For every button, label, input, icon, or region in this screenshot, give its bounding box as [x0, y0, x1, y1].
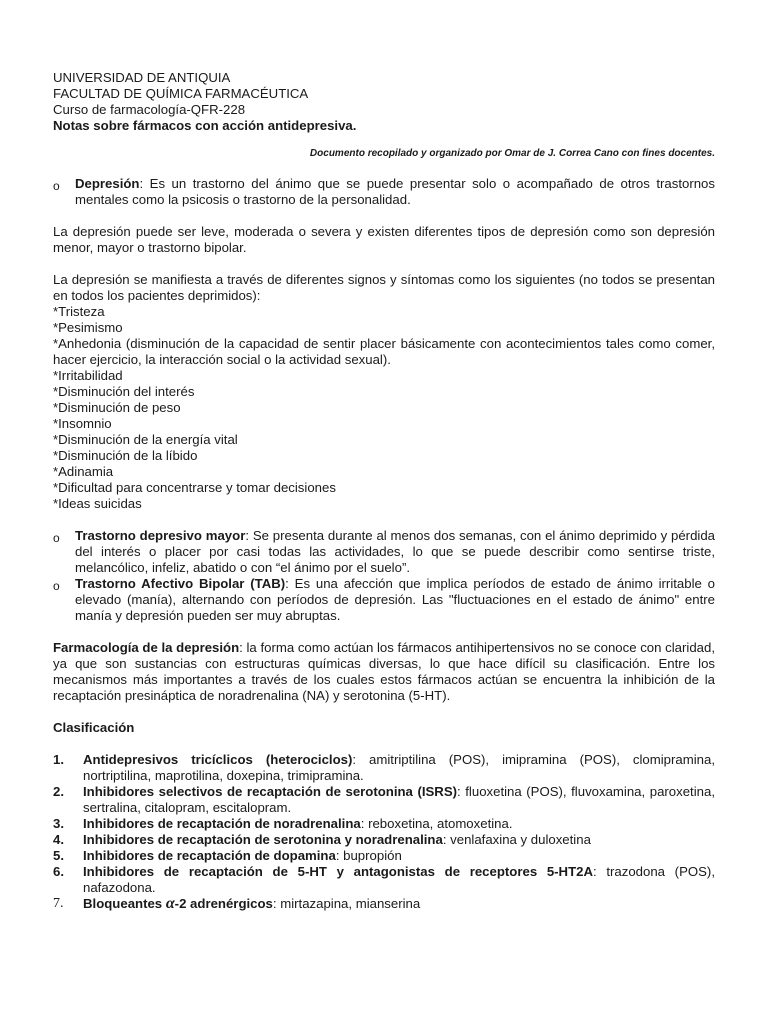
classification-item: [53, 752, 715, 784]
symptom-item: *Disminución del interés: [53, 384, 195, 399]
disorder-term: Trastorno depresivo mayor: [75, 528, 246, 543]
symptom-item: *Disminución de la líbido: [53, 448, 198, 463]
symptom-item: *Ideas suicidas: [53, 496, 142, 511]
item-term: Antidepresivos tricíclicos (heterociclos): [83, 752, 353, 767]
item-text: : reboxetina, atomoxetina.: [360, 816, 513, 831]
classification-item: [53, 848, 715, 864]
item-term: Inhibidores de recaptación de 5-HT y antagonistas de receptores 5-HT2A: [83, 864, 593, 879]
symptom-item: *Dificultad para concentrarse y tomar decisiones: [53, 480, 336, 495]
definition-term: Depresión: [75, 176, 140, 191]
pharmacology-text: : la forma como actúan los fármacos antihipertensivos no se conoce con claridad, ya que son sustancias con estructuras químicas diversas, lo que hace difícil su clasificación. Entre los mecanismos más importantes a través de los cuales estos fármacos actúan se encuentra la inhibición de la recaptación presináptica de noradrenalina (NA) y serotonina (5-HT).: [53, 640, 715, 703]
bullet-marker: o: [53, 179, 60, 193]
symptom-item: *Pesimismo: [53, 320, 123, 335]
disorder-text: : Es una afección que implica períodos de estado de ánimo irritable o elevado (manía), alternando con períodos de depresión. Las "fluctuaciones en el estado de ánimo" entre manía y depresión pueden ser muy abruptas.: [75, 576, 715, 623]
symptom-item: *Adinamia: [53, 464, 114, 479]
definition-text: : Es un trastorno del ánimo que se puede presentar solo o acompañado de otros trastornos mentales como la psicosis o trastorno de la personalidad.: [75, 176, 715, 207]
bullet-marker: o: [53, 579, 60, 593]
item-number: 2.: [53, 784, 64, 799]
course-name: Curso de farmacología-QFR-228: [53, 102, 246, 117]
symptom-item: *Anhedonia (disminución de la capacidad de sentir placer básicamente con acontecimientos tales como comer, hacer ejercicio, la interacción social o la actividad sexual).: [53, 336, 715, 367]
item-number: 1.: [53, 752, 64, 767]
classification-item: [53, 896, 715, 912]
item-text: : amitriptilina (POS), imipramina (POS), clomipramina, nortriptilina, maprotilina, doxepina, trimipramina.: [83, 752, 715, 783]
item-term: [83, 896, 273, 911]
item-text: : mirtazapina, mianserina: [272, 896, 421, 911]
item-term: Inhibidores selectivos de recaptación de serotonina (ISRS): [83, 784, 458, 799]
bullet-marker: o: [53, 531, 60, 545]
author-credit: Documento recopilado y organizado por Omar de J. Correa Cano con fines docentes.: [309, 148, 715, 159]
document-title: Notas sobre fármacos con acción antidepresiva.: [53, 118, 357, 133]
paragraph-signs: La depresión se manifiesta a través de diferentes signos y síntomas como los siguientes (no todos se presentan en todos los pacientes deprimidos):: [53, 272, 715, 303]
classification-item: [53, 864, 715, 896]
item-text: : bupropión: [335, 848, 402, 863]
symptom-item: *Disminución de la energía vital: [53, 432, 238, 447]
item-text: : trazodona (POS), nafazodona.: [83, 864, 715, 895]
definition-depresion: [53, 176, 715, 208]
classification-item: [53, 816, 715, 832]
classification-item: [53, 832, 715, 848]
pharmacology-term: Farmacología de la depresión: [53, 640, 240, 655]
document-page: [53, 70, 715, 912]
item-number: 7.: [53, 896, 64, 911]
item-number: 6.: [53, 864, 64, 879]
item-number: 4.: [53, 832, 64, 847]
faculty-name: FACULTAD DE QUÍMICA FARMACÉUTICA: [53, 86, 309, 101]
item-term: Inhibidores de recaptación de noradrenalina: [83, 816, 361, 831]
paragraph-types: La depresión puede ser leve, moderada o severa y existen diferentes tipos de depresión como son depresión menor, mayor o trastorno bipolar.: [53, 224, 715, 255]
paragraph-pharmacology: [53, 640, 715, 704]
symptom-item: *Insomnio: [53, 416, 112, 431]
classification-item: [53, 784, 715, 816]
item-term: Inhibidores de recaptación de dopamina: [83, 848, 336, 863]
classification-list: [53, 752, 715, 912]
symptom-item: *Disminución de peso: [53, 400, 181, 415]
item-term: Inhibidores de recaptación de serotonina y noradrenalina: [83, 832, 443, 847]
item-term-prefix: Bloqueantes: [83, 896, 166, 911]
alpha-symbol: α: [165, 895, 175, 912]
disorder-term: Trastorno Afectivo Bipolar (TAB): [75, 576, 286, 591]
university-name: UNIVERSIDAD DE ANTIQUIA: [53, 70, 231, 85]
item-number: 5.: [53, 848, 64, 863]
item-term-suffix: -2 adrenérgicos: [174, 896, 273, 911]
item-text: : venlafaxina y duloxetina: [442, 832, 591, 847]
disorder-text: : Se presenta durante al menos dos semanas, con el ánimo deprimido y pérdida del interés o placer por casi todas las actividades, lo que se puede describir como sentirse triste, melancólico, infeliz, abatido o con “el ánimo por el suelo”.: [75, 528, 715, 575]
item-number: 3.: [53, 816, 64, 831]
symptom-list: [53, 304, 715, 512]
classification-heading: Clasificación: [53, 720, 135, 735]
document-header: [53, 70, 715, 134]
disorder-item: [53, 528, 715, 576]
symptom-item: *Irritabilidad: [53, 368, 123, 383]
disorder-item: [53, 576, 715, 624]
symptom-item: *Tristeza: [53, 304, 105, 319]
item-text: : fluoxetina (POS), fluvoxamina, paroxetina, sertralina, citalopram, escitalopram.: [83, 784, 715, 815]
